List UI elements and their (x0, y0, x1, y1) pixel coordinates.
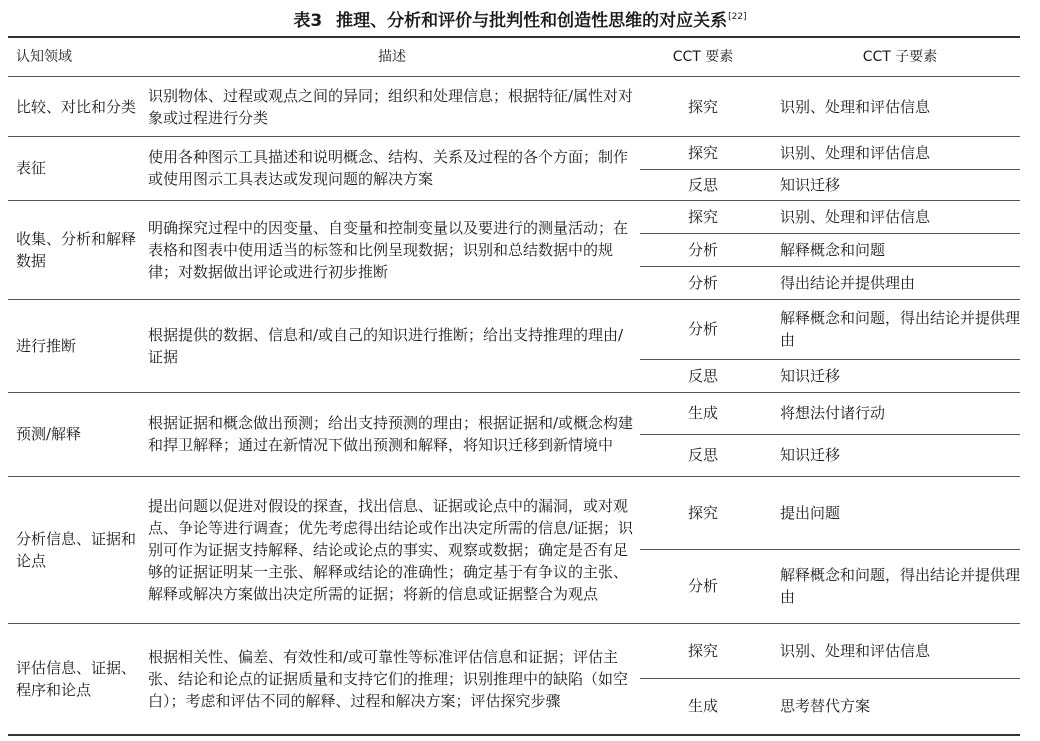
cognitive-domain-cell: 进行推断 (16, 336, 77, 355)
description-cell: 识别物体、过程或观点之间的异同；组织和处理信息；根据特征/属性对对象或过程进行分类 (148, 86, 634, 127)
cognitive-domain-cell: 分析信息、证据和论点 (16, 529, 137, 570)
table-rule (8, 734, 1020, 736)
cct-sub-element-cell: 提出问题 (780, 503, 841, 522)
header-domain: 认知领域 (16, 49, 72, 65)
description-cell: 提出问题以促进对假设的探查，找出信息、证据或论点中的漏洞，或对观点、争论等进行调查；优先考虑得出结论或作出决定所需的信息/证据；识别可作为证据支持解释、结论或论点的事实、观察或数据；确定是否有足够的证据证明某一主张、解释或结论的准确性；确定基于有争议的主张、解释或解决方案做出决定所需的证据；将新的信息或证据整合为观点 (148, 496, 634, 603)
cct-element-cell: 探究 (687, 207, 718, 226)
table-title (0, 0, 1040, 34)
cct-sub-element-cell: 解释概念和问题 (780, 240, 886, 259)
table-rule (640, 678, 1020, 679)
cct-sub-element-cell: 知识迁移 (780, 366, 841, 385)
cognitive-domain-cell: 收集、分析和解释数据 (16, 229, 137, 270)
cct-element-cell: 生成 (687, 404, 718, 422)
cognitive-domain-cell: 比较、对比和分类 (16, 97, 137, 116)
cct-element-cell: 分析 (687, 320, 718, 338)
table-rule (640, 266, 1020, 267)
cognitive-domain-cell: 评估信息、证据、程序和论点 (16, 658, 137, 699)
cct-sub-element-cell: 得出结论并提供理由 (780, 273, 916, 292)
cct-sub-element-cell: 解释概念和问题，得出结论并提供理由 (780, 309, 1021, 349)
cct-element-cell: 反思 (687, 446, 718, 464)
cct-sub-element-cell: 识别、处理和评估信息 (780, 143, 931, 162)
cct-element-cell: 反思 (687, 175, 718, 194)
cct-sub-element-cell: 将想法付诸行动 (780, 404, 886, 422)
cognitive-domain-cell: 表征 (16, 159, 47, 177)
cct-element-cell: 探究 (687, 143, 718, 162)
cct-sub-element-cell: 知识迁移 (780, 175, 841, 194)
cct-element-cell: 生成 (687, 697, 718, 715)
cct-sub-element-cell: 解释概念和问题，得出结论并提供理由 (780, 566, 1021, 606)
table-number: 表3 (293, 11, 323, 31)
table-rule (640, 549, 1020, 550)
description-cell: 使用各种图示工具描述和说明概念、结构、关系及过程的各个方面；制作或使用图示工具表达或发现问题的解决方案 (148, 148, 629, 188)
cct-element-cell: 探究 (687, 641, 718, 660)
header-cct-sub-element: CCT 子要素 (862, 49, 938, 65)
cognitive-domain-cell: 预测/解释 (16, 425, 82, 443)
header-cct-element: CCT 要素 (672, 49, 734, 65)
table-rule (640, 169, 1020, 170)
cct-element-cell: 分析 (687, 577, 718, 595)
description-cell: 明确探究过程中的因变量、自变量和控制变量以及要进行的测量活动；在表格和图表中使用适当的标签和比例呈现数据；识别和总结数据中的规律；对数据做出评论或进行初步推断 (148, 218, 629, 281)
table-rule (640, 434, 1020, 435)
cct-element-cell: 反思 (687, 366, 718, 385)
cct-sub-element-cell: 识别、处理和评估信息 (780, 641, 931, 660)
table-rule (640, 359, 1020, 360)
cct-sub-element-cell: 识别、处理和评估信息 (780, 97, 931, 116)
table-caption: 推理、分析和评价与批判性和创造性思维的对应关系 (336, 11, 728, 31)
header-description: 描述 (378, 49, 406, 65)
citation-ref: [22] (728, 12, 747, 22)
cct-sub-element-cell: 思考替代方案 (780, 697, 871, 715)
cct-sub-element-cell: 识别、处理和评估信息 (780, 207, 931, 226)
cct-element-cell: 分析 (687, 240, 718, 259)
cct-sub-element-cell: 知识迁移 (780, 446, 841, 464)
cct-element-cell: 分析 (687, 273, 718, 292)
cct-element-cell: 探究 (687, 97, 718, 116)
table-rule (640, 233, 1020, 234)
cct-element-cell: 探究 (687, 503, 718, 522)
description-cell: 根据提供的数据、信息和/或自己的知识进行推断；给出支持推理的理由/证据 (148, 325, 624, 366)
description-cell: 根据证据和概念做出预测；给出支持预测的理由；根据证据和/或概念构建和捍卫解释；通过在新情况下做出预测和解释，将知识迁移到新情境中 (148, 414, 634, 454)
description-cell: 根据相关性、偏差、有效性和/或可靠性等标准评估信息和证据；评估主张、结论和论点的证据质量和支持它们的推理；识别推理中的缺陷（如空白）；考虑和评估不同的解释、过程和解决方案；评估探究步骤 (148, 647, 629, 710)
